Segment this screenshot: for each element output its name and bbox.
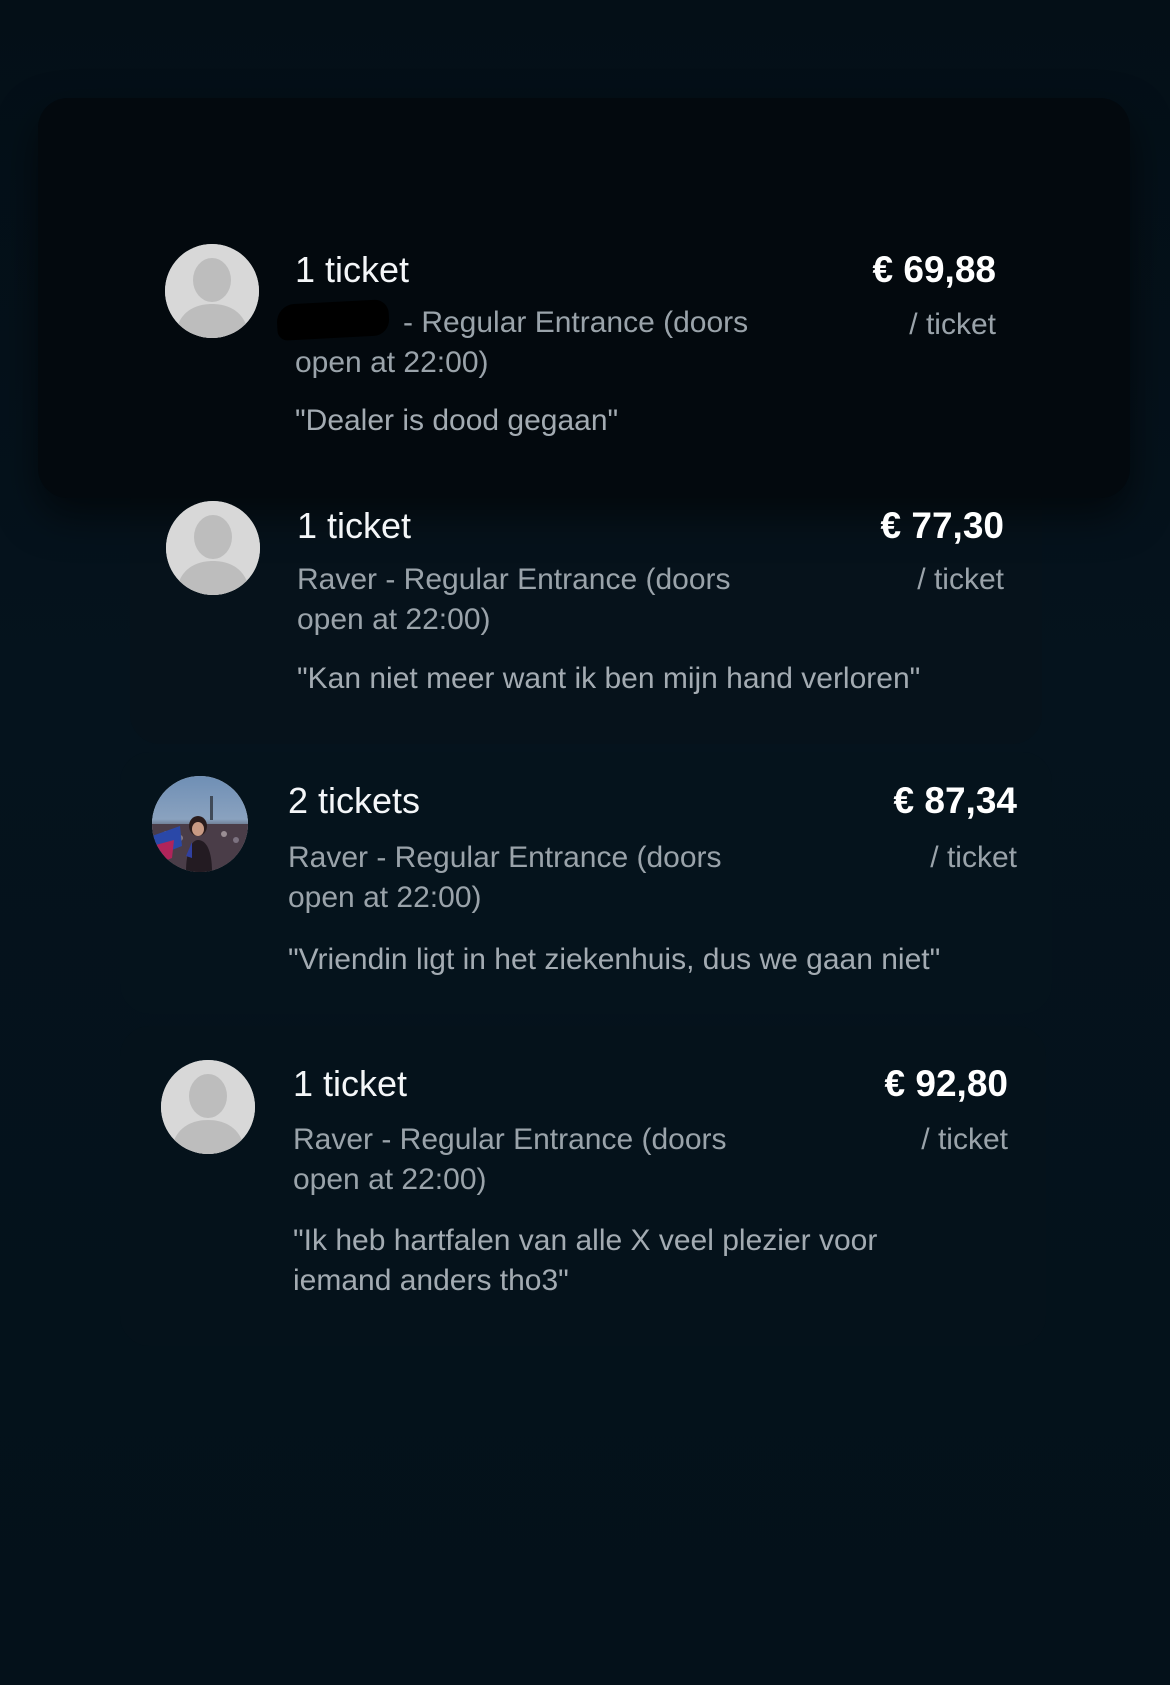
ticket-type-description: - Regular Entrance (doors open at 22:00) bbox=[295, 306, 749, 379]
ticket-count: 1 ticket bbox=[295, 249, 410, 290]
price-unit-label: / ticket bbox=[909, 308, 996, 341]
price-unit-label: / ticket bbox=[917, 563, 1004, 596]
default-user-icon bbox=[161, 1060, 255, 1154]
ticket-type-description: Raver - Regular Entrance (doors open at 22:00) bbox=[288, 841, 722, 914]
default-user-icon bbox=[166, 501, 260, 595]
ticket-price: € 77,30 bbox=[880, 505, 1004, 546]
ticket-type-description: Raver - Regular Entrance (doors open at 22:00) bbox=[297, 563, 731, 636]
seller-reason: "Vriendin ligt in het ziekenhuis, dus we gaan niet" bbox=[288, 943, 941, 976]
ticket-price: € 92,80 bbox=[884, 1063, 1008, 1104]
ticket-count: 1 ticket bbox=[297, 505, 412, 546]
ticket-price: € 69,88 bbox=[872, 249, 996, 290]
seller-reason: "Kan niet meer want ik ben mijn hand verloren" bbox=[297, 662, 921, 695]
seller-reason: "Ik heb hartfalen van alle X veel plezier voor iemand anders tho3" bbox=[293, 1224, 878, 1297]
price-unit-label: / ticket bbox=[921, 1123, 1008, 1156]
ticket-type-description: Raver - Regular Entrance (doors open at 22:00) bbox=[293, 1123, 727, 1196]
ticket-count: 2 tickets bbox=[288, 780, 421, 821]
default-user-icon bbox=[165, 244, 259, 338]
ticket-price: € 87,34 bbox=[893, 780, 1017, 821]
profile-photo bbox=[152, 776, 248, 872]
seller-reason: "Dealer is dood gegaan" bbox=[295, 404, 619, 437]
price-unit-label: / ticket bbox=[930, 841, 1017, 874]
ticket-count: 1 ticket bbox=[293, 1063, 408, 1104]
